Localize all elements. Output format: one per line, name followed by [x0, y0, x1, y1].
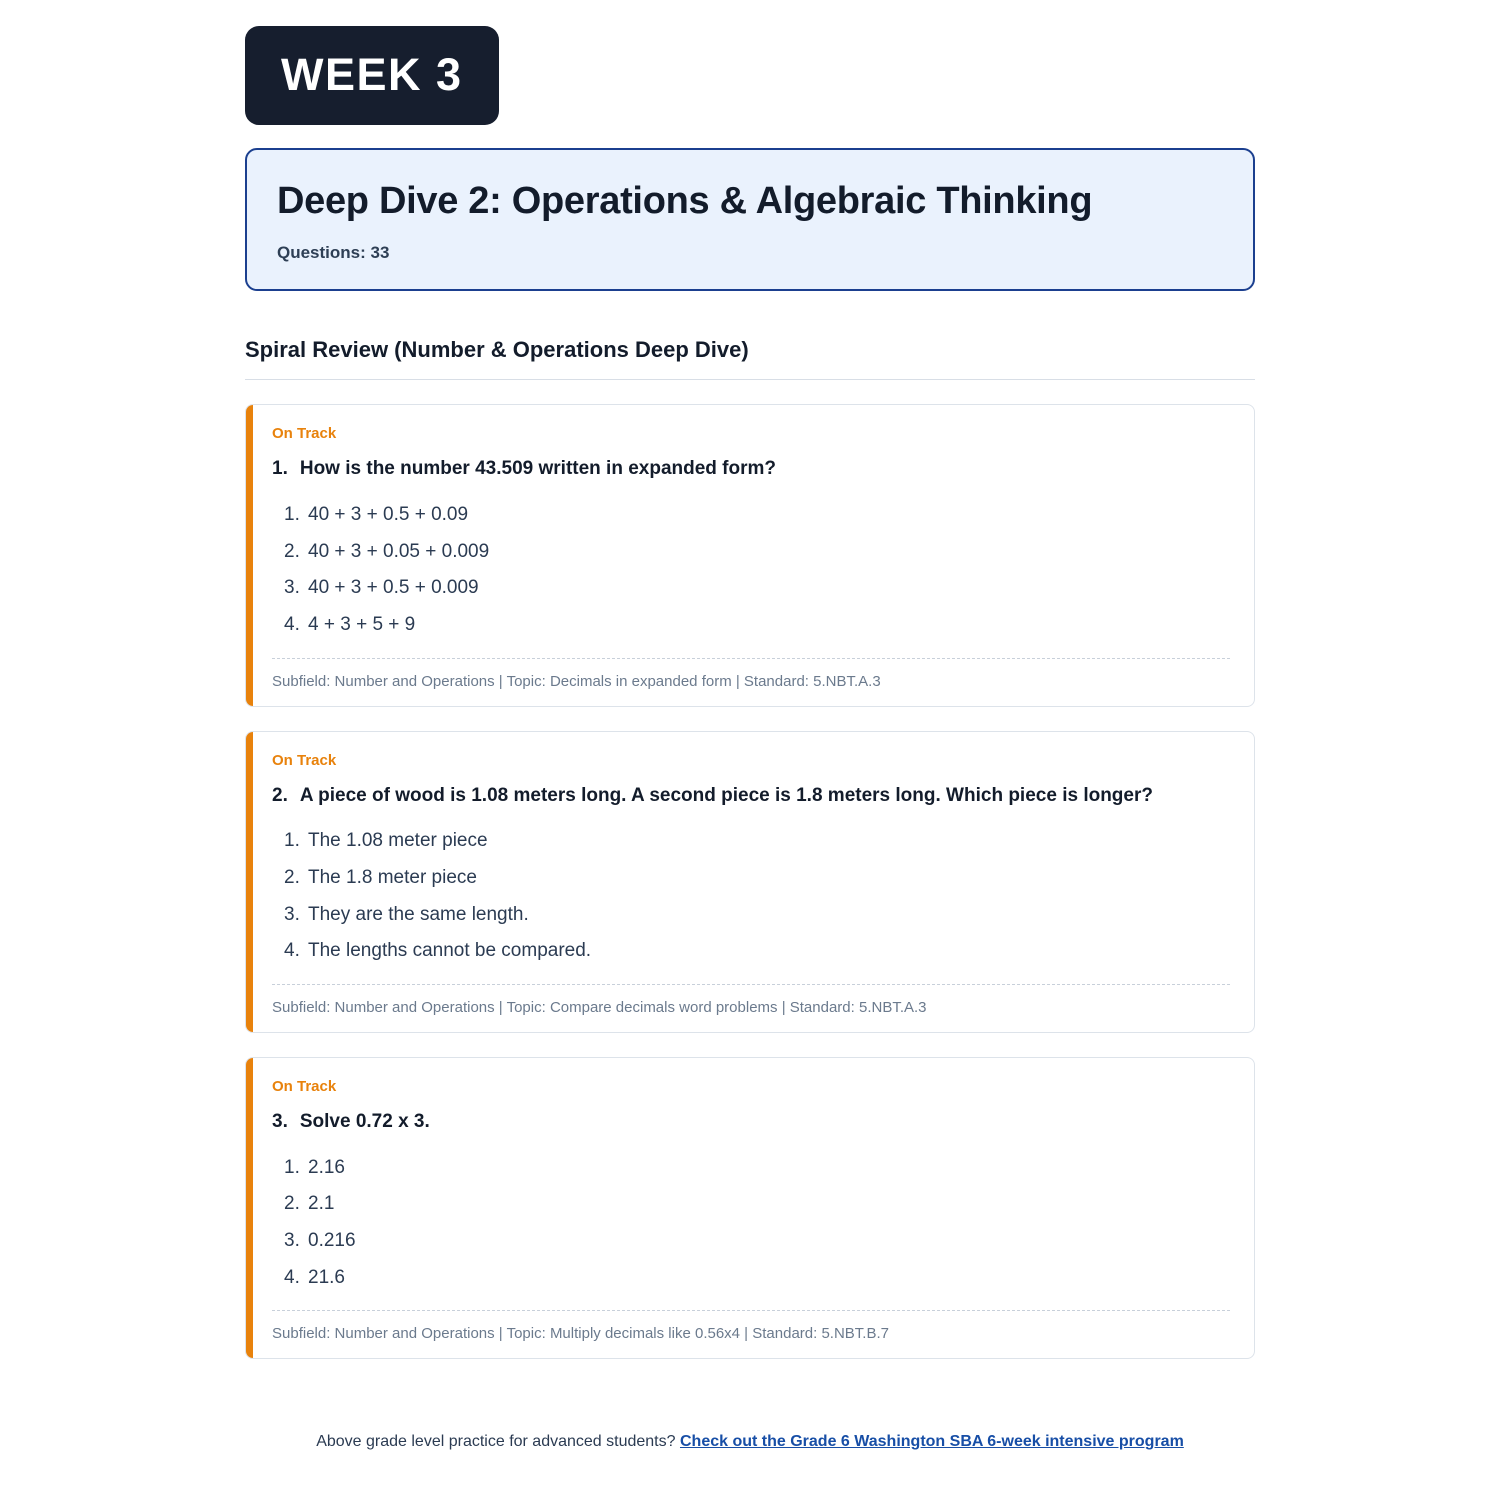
question-meta: Subfield: Number and Operations | Topic: Compare decimals word problems | Standard: 5.NBT.A.3	[272, 984, 1230, 1032]
section-title: Spiral Review (Number & Operations Deep Dive)	[245, 337, 1255, 380]
list-item[interactable]	[272, 1260, 1230, 1297]
list-item[interactable]	[272, 534, 1230, 571]
list-item[interactable]	[272, 607, 1230, 644]
question-prompt: A piece of wood is 1.08 meters long. A second piece is 1.8 meters long. Which piece is longer?	[299, 784, 1153, 806]
choice-text: 40 + 3 + 0.05 + 0.009	[308, 540, 490, 562]
choice-number: 3.	[284, 1229, 300, 1251]
choice-number: 1.	[284, 830, 300, 852]
choice-list	[272, 497, 1230, 644]
list-item[interactable]	[272, 1223, 1230, 1260]
question-text	[272, 455, 1230, 483]
choice-number: 2.	[284, 1193, 300, 1215]
list-item[interactable]	[272, 897, 1230, 934]
question-text	[272, 1108, 1230, 1136]
list-item[interactable]	[272, 1150, 1230, 1187]
question-card	[245, 731, 1255, 1033]
choice-text: 4 + 3 + 5 + 9	[308, 613, 416, 635]
list-item[interactable]	[272, 823, 1230, 860]
question-card	[245, 1057, 1255, 1359]
question-card	[245, 404, 1255, 706]
choice-list	[272, 1150, 1230, 1297]
question-count: Questions: 33	[277, 243, 390, 263]
status-badge: On Track	[272, 425, 337, 443]
choice-text: 21.6	[308, 1266, 345, 1288]
question-number: 3.	[272, 1110, 288, 1132]
page-title: Deep Dive 2: Operations & Algebraic Thinking	[277, 180, 1093, 222]
choice-number: 3.	[284, 577, 300, 599]
list-item[interactable]	[272, 933, 1230, 970]
choice-number: 2.	[284, 866, 300, 888]
choice-text: 0.216	[308, 1229, 356, 1251]
choice-text: 40 + 3 + 0.5 + 0.009	[308, 577, 479, 599]
choice-number: 4.	[284, 940, 300, 962]
choice-number: 1.	[284, 1156, 300, 1178]
status-badge: On Track	[272, 1077, 337, 1095]
choice-text: They are the same length.	[308, 903, 529, 925]
list-item[interactable]	[272, 497, 1230, 534]
question-text	[272, 782, 1230, 810]
choice-number: 4.	[284, 1266, 300, 1288]
question-prompt: Solve 0.72 x 3.	[299, 1110, 430, 1132]
question-prompt: How is the number 43.509 written in expanded form?	[299, 458, 777, 480]
choice-text: The 1.08 meter piece	[308, 830, 488, 852]
title-card	[245, 148, 1255, 291]
status-badge: On Track	[272, 751, 337, 769]
footer-link[interactable]: Check out the Grade 6 Washington SBA 6-week intensive program	[679, 1433, 1184, 1451]
choice-text: 40 + 3 + 0.5 + 0.09	[308, 503, 469, 525]
choice-number: 3.	[284, 903, 300, 925]
choice-number: 1.	[284, 503, 300, 525]
footer-text: Above grade level practice for advanced students?	[316, 1433, 676, 1451]
week-badge: WEEK 3	[245, 26, 499, 125]
choice-list	[272, 823, 1230, 970]
choice-text: 2.16	[308, 1156, 345, 1178]
question-meta: Subfield: Number and Operations | Topic: Multiply decimals like 0.56x4 | Standard: 5.NBT.B.7	[272, 1310, 1230, 1358]
choice-text: 2.1	[308, 1193, 335, 1215]
list-item[interactable]	[272, 860, 1230, 897]
question-number: 2.	[272, 784, 288, 806]
choice-text: The lengths cannot be compared.	[308, 940, 592, 962]
choice-number: 4.	[284, 613, 300, 635]
list-item[interactable]	[272, 1186, 1230, 1223]
footer	[245, 1433, 1255, 1475]
choice-text: The 1.8 meter piece	[308, 866, 477, 888]
question-meta: Subfield: Number and Operations | Topic: Decimals in expanded form | Standard: 5.NBT.A.3	[272, 658, 1230, 706]
question-number: 1.	[272, 458, 288, 480]
choice-number: 2.	[284, 540, 300, 562]
list-item[interactable]	[272, 570, 1230, 607]
